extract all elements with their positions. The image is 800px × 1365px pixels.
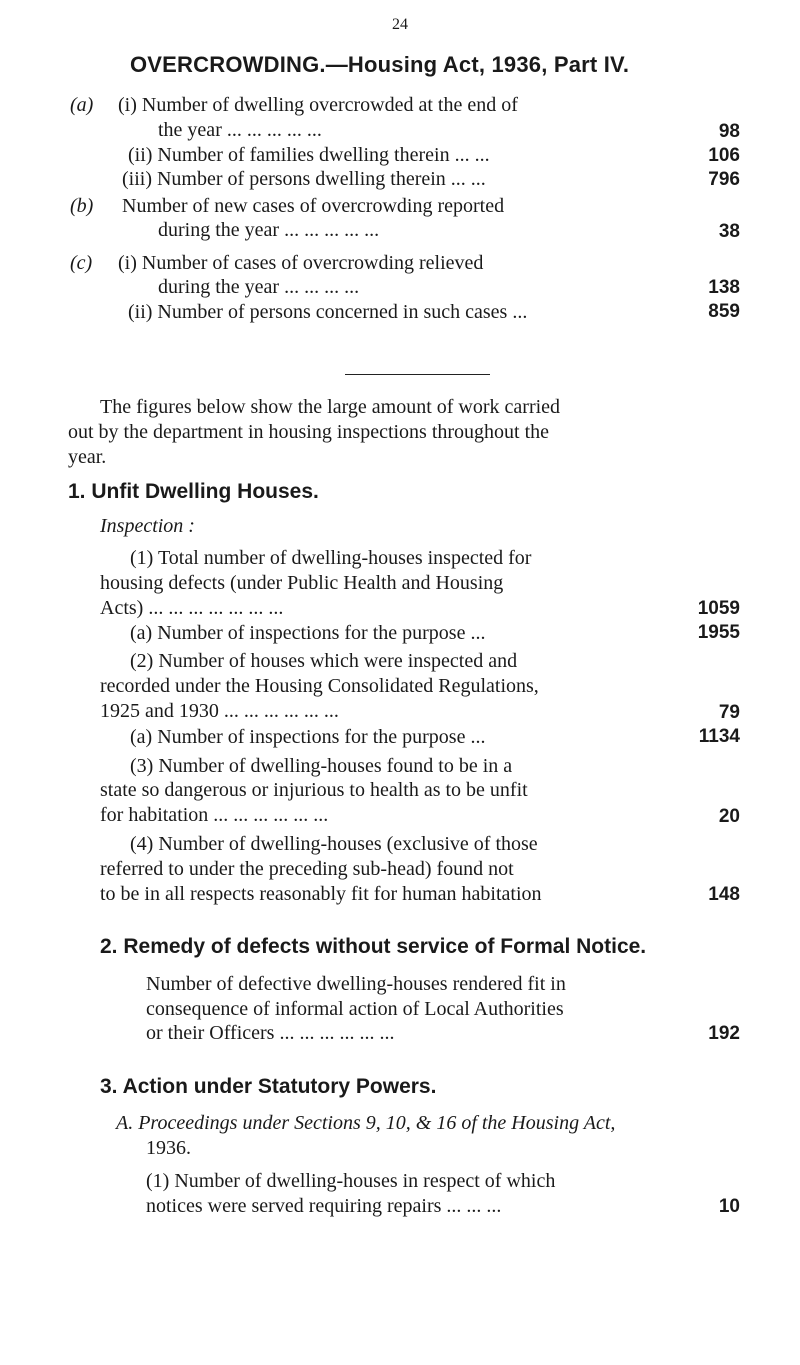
section-1-title: 1. Unfit Dwelling Houses. bbox=[68, 480, 319, 503]
s1-item3-line3: for habitation ... ... ... ... ... ... bbox=[100, 804, 329, 826]
s2-line3: or their Officers ... ... ... ... ... ... bbox=[146, 1022, 395, 1044]
intro-line-2: out by the department in housing inspections throughout the bbox=[68, 421, 550, 443]
s3-item1-value: 10 bbox=[718, 1196, 740, 1217]
s1-item1a-line: (a) Number of inspections for the purpose ... bbox=[130, 622, 486, 644]
item-a-ii-value: 106 bbox=[708, 145, 740, 166]
item-b-letter: (b) bbox=[70, 195, 94, 217]
s1-item3-line1: (3) Number of dwelling-houses found to be in a bbox=[130, 755, 513, 777]
s1-item3-value: 20 bbox=[718, 806, 740, 827]
s3-sub-a-line2: 1936. bbox=[146, 1137, 191, 1159]
s1-item4-line3: to be in all respects reasonably fit for human habitation bbox=[100, 883, 542, 905]
intro-line-1: The figures below show the large amount of work carried bbox=[100, 396, 561, 418]
intro-line-3: year. bbox=[68, 446, 107, 468]
item-a-i-line1: (i) Number of dwelling overcrowded at the end of bbox=[118, 94, 518, 116]
item-b-value: 38 bbox=[718, 221, 740, 242]
s1-item2-value: 79 bbox=[718, 702, 740, 723]
section-1-subhead: Inspection : bbox=[100, 515, 195, 537]
s1-item4-line1: (4) Number of dwelling-houses (exclusive of those bbox=[130, 833, 538, 855]
item-c-i-line1: (i) Number of cases of overcrowding relieved bbox=[118, 252, 484, 274]
s2-value: 192 bbox=[708, 1023, 740, 1044]
page-heading: OVERCROWDING.—Housing Act, 1936, Part IV. bbox=[130, 52, 630, 77]
item-c-letter: (c) bbox=[70, 252, 93, 274]
s1-item3-line2: state so dangerous or injurious to health as to be unfit bbox=[100, 779, 528, 801]
s1-item4-line2: referred to under the preceding sub-head) found not bbox=[100, 858, 514, 880]
item-a-iii-value: 796 bbox=[708, 169, 740, 190]
s1-item1-line1: (1) Total number of dwelling-houses inspected for bbox=[130, 547, 532, 569]
divider-rule bbox=[345, 374, 490, 375]
item-c-ii-value: 859 bbox=[708, 301, 740, 322]
item-a-i-value: 98 bbox=[718, 121, 740, 142]
s3-sub-a-line1: A. Proceedings under Sections 9, 10, & 16 of the Housing Act, bbox=[116, 1112, 616, 1134]
s1-item4-value: 148 bbox=[708, 884, 740, 905]
s2-line2: consequence of informal action of Local Authorities bbox=[146, 998, 564, 1020]
s1-item1-line2: housing defects (under Public Health and Housing bbox=[100, 572, 504, 594]
s1-item2-line1: (2) Number of houses which were inspected and bbox=[130, 650, 518, 672]
section-3-title: 3. Action under Statutory Powers. bbox=[100, 1075, 437, 1098]
s1-item2a-line: (a) Number of inspections for the purpose ... bbox=[130, 726, 486, 748]
section-2-title: 2. Remedy of defects without service of Formal Notice. bbox=[100, 935, 647, 958]
item-a-i-line2: the year ... ... ... ... ... bbox=[158, 119, 322, 141]
item-b-line2: during the year ... ... ... ... ... bbox=[158, 219, 380, 241]
s1-item2a-value: 1134 bbox=[698, 726, 740, 747]
item-a-letter: (a) bbox=[70, 94, 94, 116]
item-c-i-line2: during the year ... ... ... ... bbox=[158, 276, 360, 298]
item-c-i-value: 138 bbox=[708, 277, 740, 298]
s3-item1-line2: notices were served requiring repairs ... ... ... bbox=[146, 1195, 502, 1217]
item-a-iii-line: (iii) Number of persons dwelling therein ... ... bbox=[122, 168, 486, 190]
item-b-line1: Number of new cases of overcrowding reported bbox=[122, 195, 505, 217]
page-number: 24 bbox=[392, 16, 408, 33]
s1-item1a-value: 1955 bbox=[697, 622, 740, 643]
s1-item2-line3: 1925 and 1930 ... ... ... ... ... ... bbox=[100, 700, 339, 722]
s1-item1-value: 1059 bbox=[697, 598, 740, 619]
s3-item1-line1: (1) Number of dwelling-houses in respect of which bbox=[146, 1170, 556, 1192]
s1-item2-line2: recorded under the Housing Consolidated Regulations, bbox=[100, 675, 539, 697]
s2-line1: Number of defective dwelling-houses rendered fit in bbox=[146, 973, 566, 995]
s1-item1-line3: Acts) ... ... ... ... ... ... ... bbox=[100, 597, 284, 619]
item-c-ii-line: (ii) Number of persons concerned in such cases ... bbox=[128, 301, 528, 323]
item-a-ii-line: (ii) Number of families dwelling therein ... ... bbox=[128, 144, 490, 166]
